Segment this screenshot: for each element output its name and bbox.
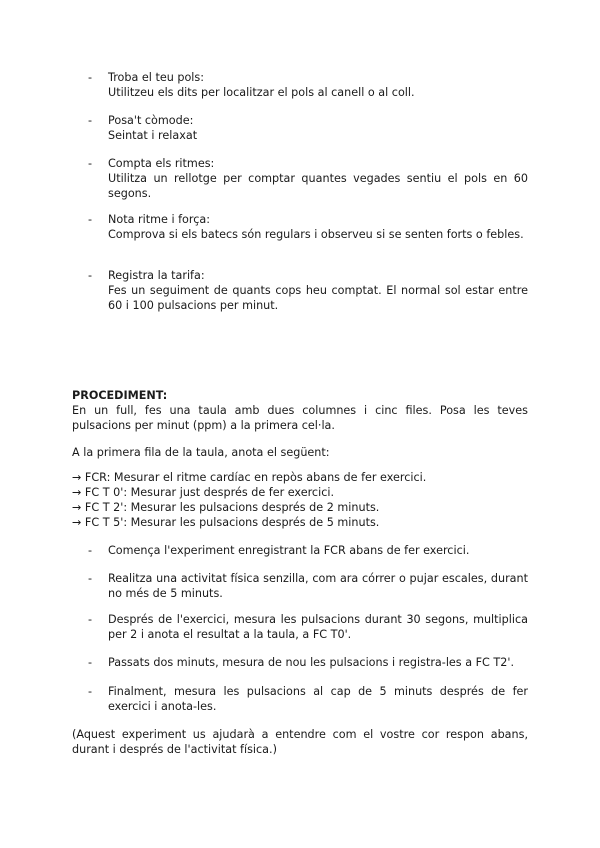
arrow-list <box>72 470 426 530</box>
step-text: Realitza una activitat física senzilla, com ara córrer o pujar escales, durant no més de 5 minuts. <box>108 572 528 600</box>
bullet-title: Compta els ritmes: <box>108 157 215 170</box>
bullet-rhythm-strength <box>88 212 528 242</box>
bullet-title: Registra la tarifa: <box>108 269 205 282</box>
procedure-heading: PROCEDIMENT: <box>72 389 168 402</box>
first-row-note: A la primera fila de la taula, anota el següent: <box>72 446 330 459</box>
bullet-text: Utilitzeu els dits per localitzar el pols al canell o al coll. <box>108 86 415 99</box>
step-text: Comença l'experiment enregistrant la FCR abans de fer exercici. <box>108 544 470 557</box>
bullet-text: Utilitza un rellotge per comptar quantes vegades sentiu el pols en 60 segons. <box>108 172 528 200</box>
bullet-get-comfortable <box>88 113 528 143</box>
arrow-item-fc-t0: → FC T 0': Mesurar just després de fer exercici. <box>72 486 335 499</box>
step-text: Després de l'exercici, mesura les pulsacions durant 30 segons, multiplica per 2 i anota el resultat a la taula, a FC T0'. <box>108 613 528 641</box>
bullet-dash: - <box>88 613 93 626</box>
bullet-dash: - <box>88 656 93 669</box>
bullet-dash: - <box>88 269 93 282</box>
step-item <box>88 543 528 558</box>
bullet-find-pulse <box>88 70 528 100</box>
bullet-dash: - <box>88 71 93 84</box>
bullet-dash: - <box>88 213 93 226</box>
arrow-item-fc-t5: → FC T 5': Mesurar les pulsacions després de 5 minuts. <box>72 516 380 529</box>
bullet-dash: - <box>88 157 93 170</box>
step-item <box>88 612 528 642</box>
arrow-item-fc-t2: → FC T 2': Mesurar les pulsacions després de 2 minuts. <box>72 501 380 514</box>
step-item <box>88 684 528 714</box>
bullet-dash: - <box>88 114 93 127</box>
bullet-record-rate <box>88 268 528 313</box>
procedure-intro: En un full, fes una taula amb dues columnes i cinc files. Posa les teves pulsacions per minut (ppm) a la primera cel·la. <box>72 404 528 432</box>
step-item <box>88 655 528 670</box>
bullet-dash: - <box>88 544 93 557</box>
bullet-text: Seintat i relaxat <box>108 129 198 142</box>
step-text: Finalment, mesura les pulsacions al cap de 5 minuts després de fer exercici i anota-les. <box>108 685 528 713</box>
bullet-title: Nota ritme i força: <box>108 213 211 226</box>
step-text: Passats dos minuts, mesura de nou les pulsacions i registra-les a FC T2'. <box>108 656 514 669</box>
closing-note: (Aquest experiment us ajudarà a entendre com el vostre cor respon abans, durant i després de l'activitat física.) <box>72 728 528 756</box>
bullet-text: Fes un seguiment de quants cops heu comptat. El normal sol estar entre 60 i 100 pulsacions per minut. <box>108 284 528 312</box>
bullet-text: Comprova si els batecs són regulars i observeu si se senten forts o febles. <box>108 228 524 241</box>
bullet-title: Posa't còmode: <box>108 114 194 127</box>
bullet-dash: - <box>88 572 93 585</box>
bullet-count-beats <box>88 156 528 201</box>
arrow-item-fcr: → FCR: Mesurar el ritme cardíac en repòs abans de fer exercici. <box>72 471 427 484</box>
step-item <box>88 571 528 601</box>
bullet-title: Troba el teu pols: <box>108 71 205 84</box>
bullet-dash: - <box>88 685 93 698</box>
